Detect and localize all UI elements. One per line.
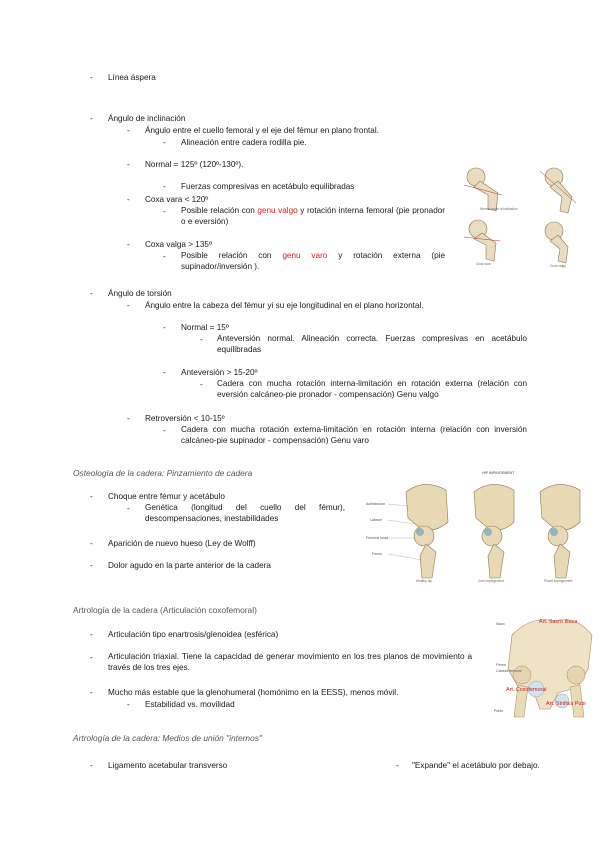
label-art-coxofemoral: Art. Coxofemoral <box>506 687 547 693</box>
artrologia-estable: Mucho más estable que la glenohumeral (homónimo en la EESS), menos móvil. <box>108 688 399 697</box>
bullet-dash: - <box>90 561 93 570</box>
caption-coxa-vara: Coxa vara <box>476 262 491 266</box>
femur-drawings <box>458 163 582 271</box>
label-femur: Femur <box>372 552 383 556</box>
torsion-normal: Normal = 15º <box>181 323 229 332</box>
inclinacion-definition: Ángulo entre el cuello femoral y el eje del fémur en plano frontal. <box>145 126 379 135</box>
coxa-vara-text: Posible relación con genu valgo y rotación interna femoral (pie pronador o e eversión) <box>181 206 446 226</box>
pinzamiento-hueso: Aparición de nuevo hueso (Ley de Wolff) <box>108 539 256 548</box>
caption-healthy-hip: Healthy hip <box>416 579 432 583</box>
torsion-definition: Ángulo entre la cabeza del fémur yi su eje longitudinal en el plano horizontal. <box>145 301 424 310</box>
retroversion: Retroversión < 10-15º <box>145 414 225 423</box>
expande-acetabulo: "Expande" el acetábulo por debajo. <box>412 761 540 770</box>
bullet-dash: - <box>163 252 166 261</box>
bullet-dash: - <box>163 207 166 216</box>
artrologia-tipo: Articulación tipo enartrosis/glenoidea (esférica) <box>108 630 279 639</box>
linea-aspera: Línea áspera <box>108 73 156 82</box>
inclinacion-heading: Ángulo de inclinación <box>108 114 186 123</box>
label-art-sacro-iliaca: Art. Sacro Ilíaca <box>539 619 578 625</box>
bullet-dash: - <box>127 240 130 249</box>
bullet-dash: - <box>396 761 399 770</box>
bullet-dash: - <box>90 114 93 123</box>
genu-varo-highlight: genu varo <box>282 251 328 260</box>
bullet-dash: - <box>127 504 130 513</box>
medios-heading: Artrología de la cadera: Medios de unión "internos" <box>73 733 262 743</box>
impingement-title: HIP IMPINGEMENT <box>482 471 515 475</box>
bullet-dash: - <box>90 761 93 770</box>
label-acetabulum: Acetabulum <box>366 502 385 506</box>
caption-coxa-valga: Coxa valga <box>550 264 566 268</box>
bullet-dash: - <box>163 426 166 435</box>
bullet-dash: - <box>90 539 93 548</box>
coxa-vara: Coxa vara < 120º <box>145 195 209 204</box>
bullet-dash: - <box>127 414 130 423</box>
label-cabeza-femoral: Cabeza femoral <box>496 669 522 673</box>
pinzamiento-choque: Choque entre fémur y acetábulo <box>108 492 225 501</box>
bullet-dash: - <box>200 335 203 344</box>
bullet-dash: - <box>90 653 93 662</box>
label-iliaco: Ilíaco <box>496 622 505 626</box>
bullet-dash: - <box>90 688 93 697</box>
hip-drawings <box>364 470 584 585</box>
bullet-dash: - <box>163 368 166 377</box>
caption-cam: Cam impingement <box>478 579 504 583</box>
anteversion-text: Cadera con mucha rotación interna-limitación en rotación externa (relación con eversión calcáneo-pie pronador - compensación) Genu valgo <box>217 379 527 399</box>
label-art-sinfisis: Art. Sínfisis Pubi <box>546 701 586 707</box>
coxa-valga: Coxa valga > 135º <box>145 240 212 249</box>
artrologia-triaxial: Articulación triaxial. Tiene la capacidad de generar movimiento en los tres planos de movimiento a través de los tres ejes. <box>108 652 472 672</box>
torsion-heading: Ángulo de torsión <box>108 289 172 298</box>
inclination-figure <box>458 163 582 271</box>
artrologia-estabilidad: Estabilidad vs. movilidad <box>145 700 235 709</box>
inclinacion-alineacion: Alineación entre cadera rodilla pie. <box>181 138 307 147</box>
bullet-dash: - <box>127 195 130 204</box>
label-femoral-head: Femoral head <box>366 536 389 540</box>
label-femur-pelvis: Fémur <box>496 663 507 667</box>
pinzamiento-heading: Osteología de la cadera: Pinzamiento de cadera <box>73 468 253 478</box>
pinzamiento-dolor: Dolor agudo en la parte anterior de la cadera <box>108 561 271 570</box>
bullet-dash: - <box>90 492 93 501</box>
bullet-dash: - <box>127 301 130 310</box>
bullet-dash: - <box>200 380 203 389</box>
bullet-dash: - <box>90 73 93 82</box>
label-labrum: Labrum <box>370 518 383 522</box>
caption-normal-inclination: Normal angle of inclination <box>480 207 518 211</box>
bullet-dash: - <box>90 630 93 639</box>
retroversion-text: Cadera con mucha rotación externa-limitación en rotación interna (relación con inversión calcáneo-pie supinador - compensación) Genu varo <box>181 425 527 445</box>
label-pubis: Pubis <box>494 709 503 713</box>
impingement-figure <box>364 470 584 585</box>
bullet-dash: - <box>127 126 130 135</box>
bullet-dash: - <box>127 700 130 709</box>
pinzamiento-genetica: Genética (longitud del cuello del fémur), descompensaciones, inestabilidades <box>145 503 345 523</box>
bullet-dash: - <box>163 182 166 191</box>
torsion-normal-text: Anteversión normal. Alineación correcta. Fuerzas compresivas en acetábulo equilibradas <box>217 334 527 354</box>
bullet-dash: - <box>90 289 93 298</box>
inclinacion-normal: Normal = 125º (120º-130º). <box>145 160 244 169</box>
ligamento-acetabular: Ligamento acetabular transverso <box>108 761 228 770</box>
coxa-valga-text: Posible relación con genu varo y rotación externa (pie supinador/inversión ). <box>181 251 446 271</box>
caption-pincer: Pincer impingement <box>544 579 573 583</box>
artrologia-heading: Artrología de la cadera (Articulación coxofemoral) <box>73 605 257 615</box>
genu-valgo-highlight: genu valgo <box>257 206 298 215</box>
anteversion: Anteversión > 15-20º <box>181 368 258 377</box>
bullet-dash: - <box>163 323 166 332</box>
inclinacion-fuerzas: Fuerzas compresivas en acetábulo equilibradas <box>181 182 355 191</box>
pelvis-figure <box>492 613 600 720</box>
bullet-dash: - <box>127 160 130 169</box>
bullet-dash: - <box>163 138 166 147</box>
